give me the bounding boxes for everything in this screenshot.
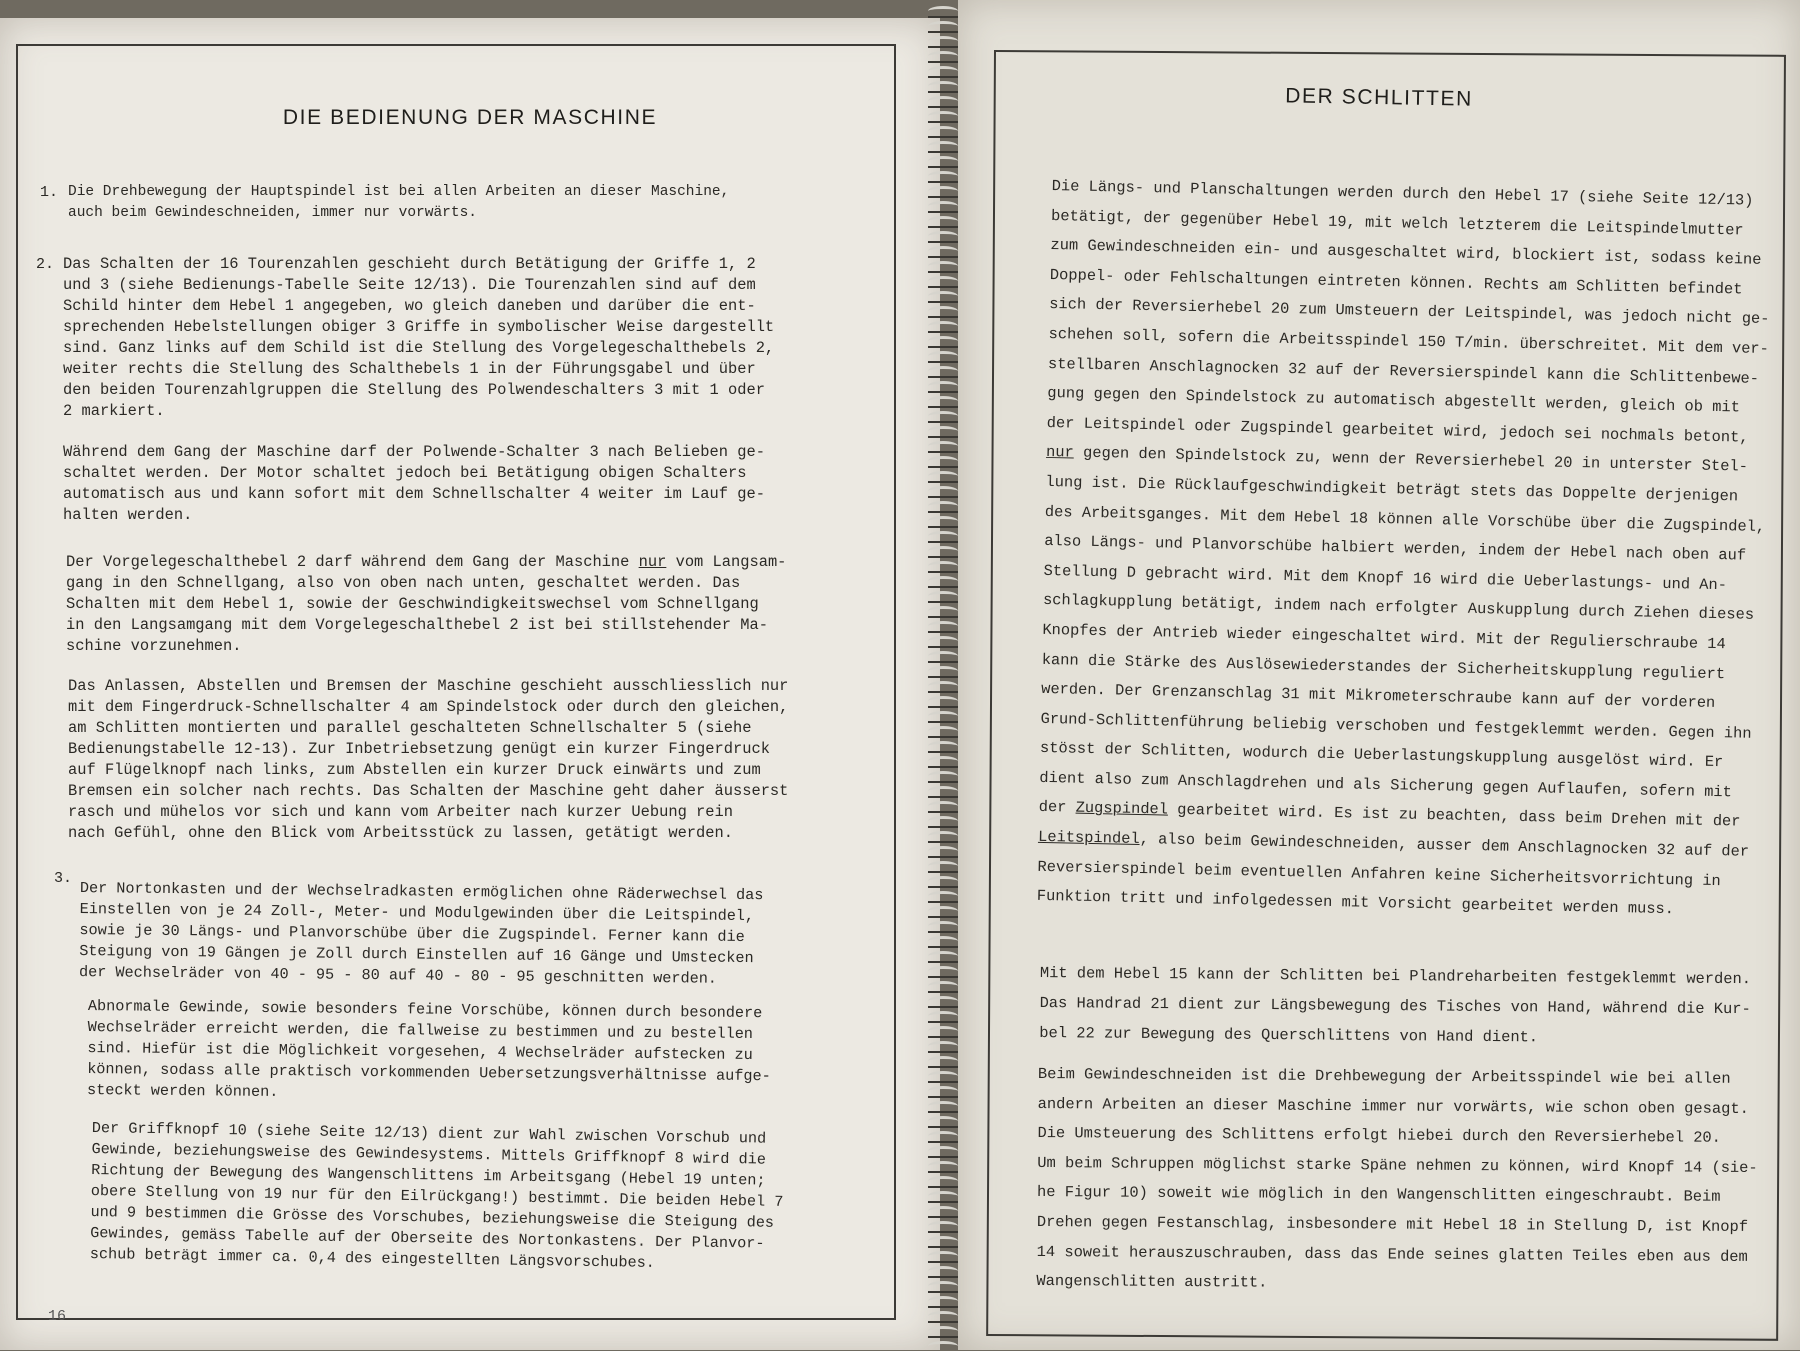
spiral-coil <box>928 1011 958 1021</box>
spiral-coil <box>928 186 958 196</box>
para-part: Der Vorgelegeschalthebel 2 darf während dem Gang der Maschine <box>66 553 639 571</box>
spiral-coil <box>928 756 958 766</box>
spiral-coil <box>928 471 958 481</box>
spiral-coil <box>928 981 958 991</box>
spiral-coil <box>928 531 958 541</box>
spiral-coil <box>928 306 958 316</box>
spiral-coil <box>928 201 958 211</box>
spiral-coil <box>928 681 958 691</box>
spiral-coil <box>928 156 958 166</box>
spiral-coil <box>928 246 958 256</box>
spiral-coil <box>928 66 958 76</box>
spiral-coil <box>928 666 958 676</box>
para-part: gegen den Spindelstock zu, wenn der Reversierhebel 20 in unterster Stel- lung ist. Die Rücklaufgeschwindigkeit beträgt stets das Doppelte derjenigen des Arbeitsganges. Mit dem Hebel 18 können alle Vorschübe über die Zugspindel, also Längs- und Planvorschübe halbiert werden, indem der Hebel nach oben auf Stellung D gebracht wird. Mit dem Knopf 16 wird die Ueberlastungs- und An- schlagkupplung betätigt, indem nach erfolgter Auskupplung durch Ziehen dieses Knopfes der Antrieb wieder eingeschaltet wird. Mit der Regulierschraube 14 kann die Stärke des Auslösewiederstandes der Sicherheitskupplung reguliert werden. Der Grenzanschlag 31 mit Mikrometerschraube kann auf der vorderen Grund-Schlittenführung beliebig verschoben und festgeklemmt werden. Gegen ihn stösst der Schlitten, wodurch die Ueberlastungskupplung ausgelöst wird. Er dient also zum Anschlagdrehen und als Sicherung gegen Auflaufen, sofern mit der <box>1038 443 1766 818</box>
spiral-coil <box>928 1056 958 1066</box>
spiral-coil <box>928 651 958 661</box>
spiral-coil <box>928 1176 958 1186</box>
item-2-text: Das Schalten der 16 Tourenzahlen geschieht durch Betätigung der Griffe 1, 2 und 3 (siehe Bedienungs-Tabelle Seite 12/13). Die Tourenzahlen sind auf dem Schild hinter dem Hebel 1 angegeben, wo gleich daneben und darüber die ent- sprechenden Hebelstellungen obiger 3 Griffe in symbolischer Weise dargestellt sind. Ganz links auf dem Schild ist die Stellung des Vorgelegeschalthebels 2, weiter rechts die Stellung des Schalthebels 1 in der Führungsgabel und über den beiden Tourenzahlgruppen die Stellung des Polwendeschalters 3 mit 1 oder 2 markiert. <box>63 255 775 420</box>
spiral-coil <box>928 861 958 871</box>
paragraph-griffknopf: Der Griffknopf 10 (siehe Seite 12/13) dient zur Wahl zwischen Vorschub und Gewinde, beziehungsweise des Gewindesystems. Mittels Griffknopf 8 wird die Richtung der Bewegung des Wangenschlittens im Arbeitsgang (Hebel 19 unten; obere Stellung von 19 nur für den Eilrückgang!) bestimmt. Die beiden Hebel 7 und 9 bestimmen die Grösse des Vorschubes, beziehungsweise die Steigung des Gewindes, gemäss Tabelle auf der Oberseite des Nortonkastens. Der Planvor- schub beträgt immer ca. 0,4 des eingestellten Längsvorschubes. <box>89 1118 784 1272</box>
spiral-coil <box>928 216 958 226</box>
spiral-coil <box>928 1266 958 1276</box>
spiral-coil <box>928 276 958 286</box>
spiral-coil <box>928 561 958 571</box>
paragraph-abnormale-gewinde: Abnormale Gewinde, sowie besonders feine Vorschübe, können durch besondere Wechselräder erreicht werden, die fallweise zu bestimmen und zu bestellen sind. Hiefür ist die Möglichkeit vorgesehen, 4 Wechselräder aufstecken zu können, sodass alle praktisch vorkommenden Uebersetzungsverhältnisse aufge- steckt werden können. <box>86 996 771 1101</box>
underlined-word: Leitspindel <box>1037 827 1140 849</box>
spiral-coil <box>928 696 958 706</box>
spiral-coil <box>928 516 958 526</box>
spiral-coil <box>928 816 958 826</box>
spiral-coil <box>928 351 958 361</box>
spiral-coil <box>928 486 958 496</box>
spiral-coil <box>928 321 958 331</box>
spiral-coil <box>928 606 958 616</box>
spiral-coil <box>928 1146 958 1156</box>
spiral-coil <box>928 1236 958 1246</box>
spiral-coil <box>928 1041 958 1051</box>
spiral-coil <box>928 141 958 151</box>
spiral-coil <box>928 291 958 301</box>
spiral-coil <box>928 1281 958 1291</box>
spiral-coil <box>928 411 958 421</box>
spiral-coil <box>928 936 958 946</box>
spiral-coil <box>928 966 958 976</box>
underlined-word: nur <box>638 553 667 571</box>
spiral-coil <box>928 1251 958 1261</box>
spiral-coil <box>928 1311 958 1321</box>
spiral-coil <box>928 501 958 511</box>
spiral-coil <box>928 336 958 346</box>
paragraph-vorgelegeschalthebel <box>66 552 786 657</box>
page-number: 16 <box>48 1308 67 1325</box>
paragraph-anlassen: Das Anlassen, Abstellen und Bremsen der Maschine geschieht ausschliesslich nur mit dem Fingerdruck-Schnellschalter 4 am Spindelstock oder durch den gleichen, am Schlitten montierten und parallel geschalteten Schnellschalter 5 (siehe Bedienungstabelle 12-13). Zur Inbetriebsetzung genügt ein kurzer Fingerdruck auf Flügelknopf nach links, zum Abstellen ein kurzer Druck einwärts und zum Bremsen ein solcher nach rechts. Das Schalten der Maschine geht daher äusserst rasch und mühelos vor sich und kann vom Arbeiter nach kurzer Uebung rein nach Gefühl, ohne den Blick vom Arbeitsstück zu lassen, getätigt werden. <box>68 677 789 842</box>
spiral-coil <box>928 1296 958 1306</box>
spiral-coil <box>928 171 958 181</box>
spiral-coil <box>928 801 958 811</box>
paragraph-gewindeschneiden: Beim Gewindeschneiden ist die Drehbewegung der Arbeitsspindel wie bei allen andern Arbeiten an dieser Maschine immer nur vorwärts, wie schon oben gesagt. Die Umsteuerung des Schlittens erfolgt hiebei durch den Reversierhebel 20. Um beim Schruppen möglichst starke Späne nehmen zu können, wird Knopf 14 (sie- he Figur 10) soweit wie möglich in den Wangenschlitten eingeschraubt. Beim Drehen gegen Festanschlag, insbesondere mit Hebel 18 in Stellung D, ist Knopf 14 soweit herauszuschrauben, dass das Ende seines glatten Teiles eben aus dem Wangenschlitten austritt. <box>1036 1064 1758 1292</box>
spiral-coil <box>928 1026 958 1036</box>
spiral-coil <box>928 36 958 46</box>
paragraph-hebel-15: Mit dem Hebel 15 kann der Schlitten bei Plandreharbeiten festgeklemmt werden. Das Handrad 21 dient zur Längsbewegung des Tisches von Hand, während die Kur- bel 22 zur Bewegung des Querschlittens von Hand dient. <box>1039 963 1752 1047</box>
right-page <box>958 0 1800 1350</box>
spiral-coil <box>928 1101 958 1111</box>
spiral-coil <box>928 396 958 406</box>
para-part: vom Langsam- gang in den Schnellgang, also von oben nach unten, geschaltet werden. Das Schalten mit dem Hebel 1, sowie der Geschwindigkeitswechsel vom Schnellgang in den Langsamgang mit dem Vorgelegeschalthebel 2 ist bei stillstehender Ma- schine vorzunehmen. <box>66 553 787 655</box>
left-page-title: DIE BEDIENUNG DER MASCHINE <box>282 106 658 129</box>
spiral-coil <box>928 96 958 106</box>
spiral-coil <box>928 426 958 436</box>
spiral-coil <box>928 51 958 61</box>
spiral-coil <box>928 1116 958 1126</box>
spiral-coil <box>928 381 958 391</box>
spiral-coil <box>928 546 958 556</box>
spiral-coil <box>928 621 958 631</box>
para-part: , also beim Gewindeschneiden, ausser dem Anschlagnocken 32 auf der Reversierspindel beim eventuellen Anfahren keine Sicherheitsvorrichtung in Funktion tritt und infolgedessen mit Vorsicht gearbeitet werden muss. <box>1036 830 1750 919</box>
right-page-title: DER SCHLITTEN <box>1284 84 1474 111</box>
spiral-coil <box>928 591 958 601</box>
spiral-coil <box>928 1086 958 1096</box>
spiral-coil <box>928 786 958 796</box>
spiral-coil <box>928 876 958 886</box>
item-1-number: 1. <box>40 184 59 201</box>
spiral-coil <box>928 1071 958 1081</box>
item-3-number: 3. <box>54 870 73 887</box>
underlined-word: Zugspindel <box>1075 799 1169 820</box>
item-3-text: Der Nortonkasten und der Wechselradkasten ermöglichen ohne Räderwechsel das Einstellen von je 24 Zoll-, Meter- und Modulgewinden über die Leitspindel, sowie je 30 Längs- und Planvorschübe über die Zugspindel. Ferner kann die Steigung von 19 Gängen je Zoll durch Einstellen auf 16 Gänge und Umstecken der Wechselräder von 40 - 95 - 80 auf 40 - 80 - 95 geschnitten werden. <box>78 878 764 988</box>
spiral-coil <box>928 741 958 751</box>
spiral-coil <box>928 261 958 271</box>
spiral-coil <box>928 111 958 121</box>
spiral-coil <box>928 366 958 376</box>
item-2-number: 2. <box>36 256 55 273</box>
spiral-coil <box>928 1221 958 1231</box>
spiral-coil <box>928 1206 958 1216</box>
spiral-coil <box>928 711 958 721</box>
spiral-coil <box>928 126 958 136</box>
left-page <box>0 18 940 1350</box>
spiral-coil <box>928 456 958 466</box>
para-part: gearbeitet wird. Es ist zu beachten, dass beim Drehen mit der <box>1167 801 1741 832</box>
spiral-coil <box>928 906 958 916</box>
spiral-coil <box>928 726 958 736</box>
spiral-coil <box>928 1131 958 1141</box>
spiral-coil <box>928 231 958 241</box>
spiral-coil <box>928 831 958 841</box>
para-part: Die Längs- und Planschaltungen werden durch den Hebel 17 (siehe Seite 12/13) betätigt, der gegenüber Hebel 19, mit welch letzterem die Leitspindelmutter zum Gewindeschneiden ein- und ausgeschaltet wird, blockiert ist, sodass keine Doppel- oder Fehlschaltungen eintreten können. Rechts am Schlitten befindet sich der Reversierhebel 20 zum Umsteuern der Leitspindel, was jedoch nicht ge- schehen soll, sofern die Arbeitsspindel 150 T/min. überschreitet. Mit dem ver- stellbaren Anschlagnocken 32 auf der Reversierspindel kann die Schlittenbewe- gung gegen den Spindelstock zu automatisch abgestellt werden, gleich ob mit der Leitspindel oder Zugspindel gearbeitet wird, jedoch sei nochmals betont, <box>1046 176 1770 447</box>
spiral-coil <box>928 636 958 646</box>
spiral-coil <box>928 1326 958 1336</box>
spiral-coil <box>928 996 958 1006</box>
item-1-text: Die Drehbewegung der Hauptspindel ist bei allen Arbeiten an dieser Maschine, auch beim Gewindeschneiden, immer nur vorwärts. <box>68 184 730 221</box>
paragraph-schaltungen <box>1037 172 1773 927</box>
spiral-coil <box>928 1191 958 1201</box>
spiral-coil <box>928 6 958 16</box>
spiral-coil <box>928 846 958 856</box>
spiral-coil <box>928 81 958 91</box>
spiral-coil <box>928 771 958 781</box>
spiral-coil <box>928 441 958 451</box>
spiral-coil <box>928 1161 958 1171</box>
paragraph-polwendeschalter: Während dem Gang der Maschine darf der Polwende-Schalter 3 nach Belieben ge- schaltet werden. Der Motor schaltet jedoch bei Betätigung obigen Schalters automatisch aus und kann sofort mit dem Schnellschalter 4 weiter im Lauf ge- halten werden. <box>63 443 765 524</box>
spiral-coil <box>928 921 958 931</box>
spiral-coil <box>928 21 958 31</box>
spiral-coil <box>928 891 958 901</box>
spiral-coil <box>928 951 958 961</box>
underlined-word: nur <box>1045 443 1075 462</box>
spiral-coil <box>928 576 958 586</box>
